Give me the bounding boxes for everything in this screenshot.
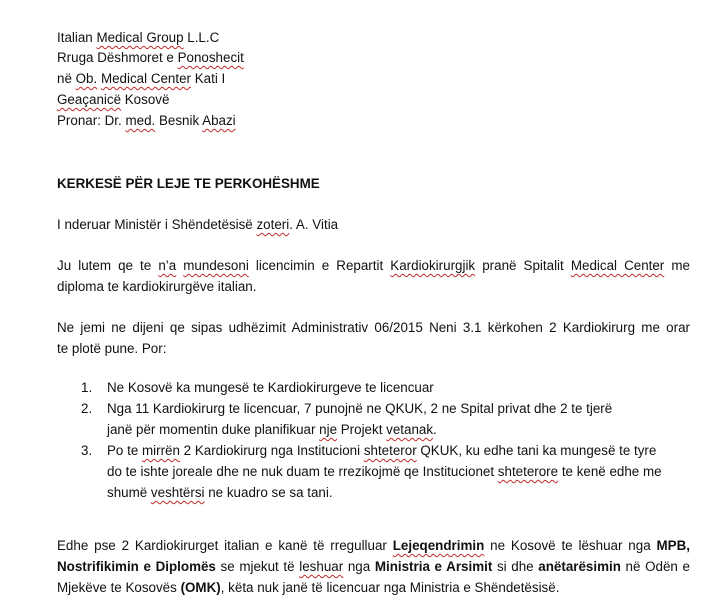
list-item-3-line-2: do te ishte joreale dhe ne nuk duam te rrezikojmë qe Institucionet shteterore te kenë edhe me: [107, 464, 662, 479]
document-title: KERKESË PËR LEJE TE PERKOHËSHME: [57, 176, 320, 191]
list-number-2: 2.: [81, 401, 93, 416]
paragraph-1-line-1: Ju lutem qe te n’a mundesoni licencimin e Repartit Kardiokirurgjik pranë Spitalit Medical Center me: [57, 258, 690, 273]
paragraph-2-line-1: Ne jemi ne dijeni qe sipas udhëzimit Administrativ 06/2015 Neni 3.1 kërkohen 2 Kardiokirurg me orar: [57, 320, 690, 335]
list-item-2-line-2: janë për momentin duke planifikuar nje Projekt vetanak.: [107, 422, 437, 437]
address-line-1: Italian Medical Group L.L.C: [57, 30, 220, 45]
list-item-2-line-1: Nga 11 Kardiokirurg te licencuar, 7 punojnë ne QKUK, 2 ne Spital privat dhe 2 te tjerë: [107, 401, 613, 416]
paragraph-1-line-2: diploma te kardiokirurgëve italian.: [57, 279, 257, 294]
address-line-3: në Ob. Medical Center Kati I: [57, 71, 226, 86]
list-item-1: Ne Kosovë ka mungesë te Kardiokirurgeve te licencuar: [107, 380, 434, 395]
list-number-1: 1.: [81, 380, 93, 395]
list-item-3-line-3: shumë veshtërsi ne kuadro se sa tani.: [107, 485, 333, 500]
paragraph-3-line-3: Mjekëve te Kosovës (OMK), këta nuk janë të licencuar nga Ministria e Shëndetësisë.: [57, 580, 560, 595]
list-item-3-line-1: Po te mirrën 2 Kardiokirurg nga Institucioni shteteror QKUK, ku edhe tani ka mungesë te tyre: [107, 443, 657, 458]
address-line-5: Pronar: Dr. med. Besnik Abazi: [57, 113, 236, 128]
paragraph-3-line-1: Edhe pse 2 Kardiokirurget italian e kanë të rregulluar Lejeqendrimin ne Kosovë te lëshuar nga MPB,: [57, 538, 690, 553]
paragraph-3-line-2: Nostrifikimin e Diplomës se mjekut të leshuar nga Ministria e Arsimit si dhe anëtarësimin në Odën e: [57, 559, 690, 574]
list-number-3: 3.: [81, 443, 93, 458]
salutation: I nderuar Ministër i Shëndetësisë zoteri. A. Vitia: [57, 217, 339, 232]
address-line-4: Geaçanicë Kosovë: [57, 92, 170, 107]
paragraph-2-line-2: te plotë pune. Por:: [57, 341, 167, 356]
address-line-2: Rruga Dëshmoret e Ponoshecit: [57, 50, 244, 65]
